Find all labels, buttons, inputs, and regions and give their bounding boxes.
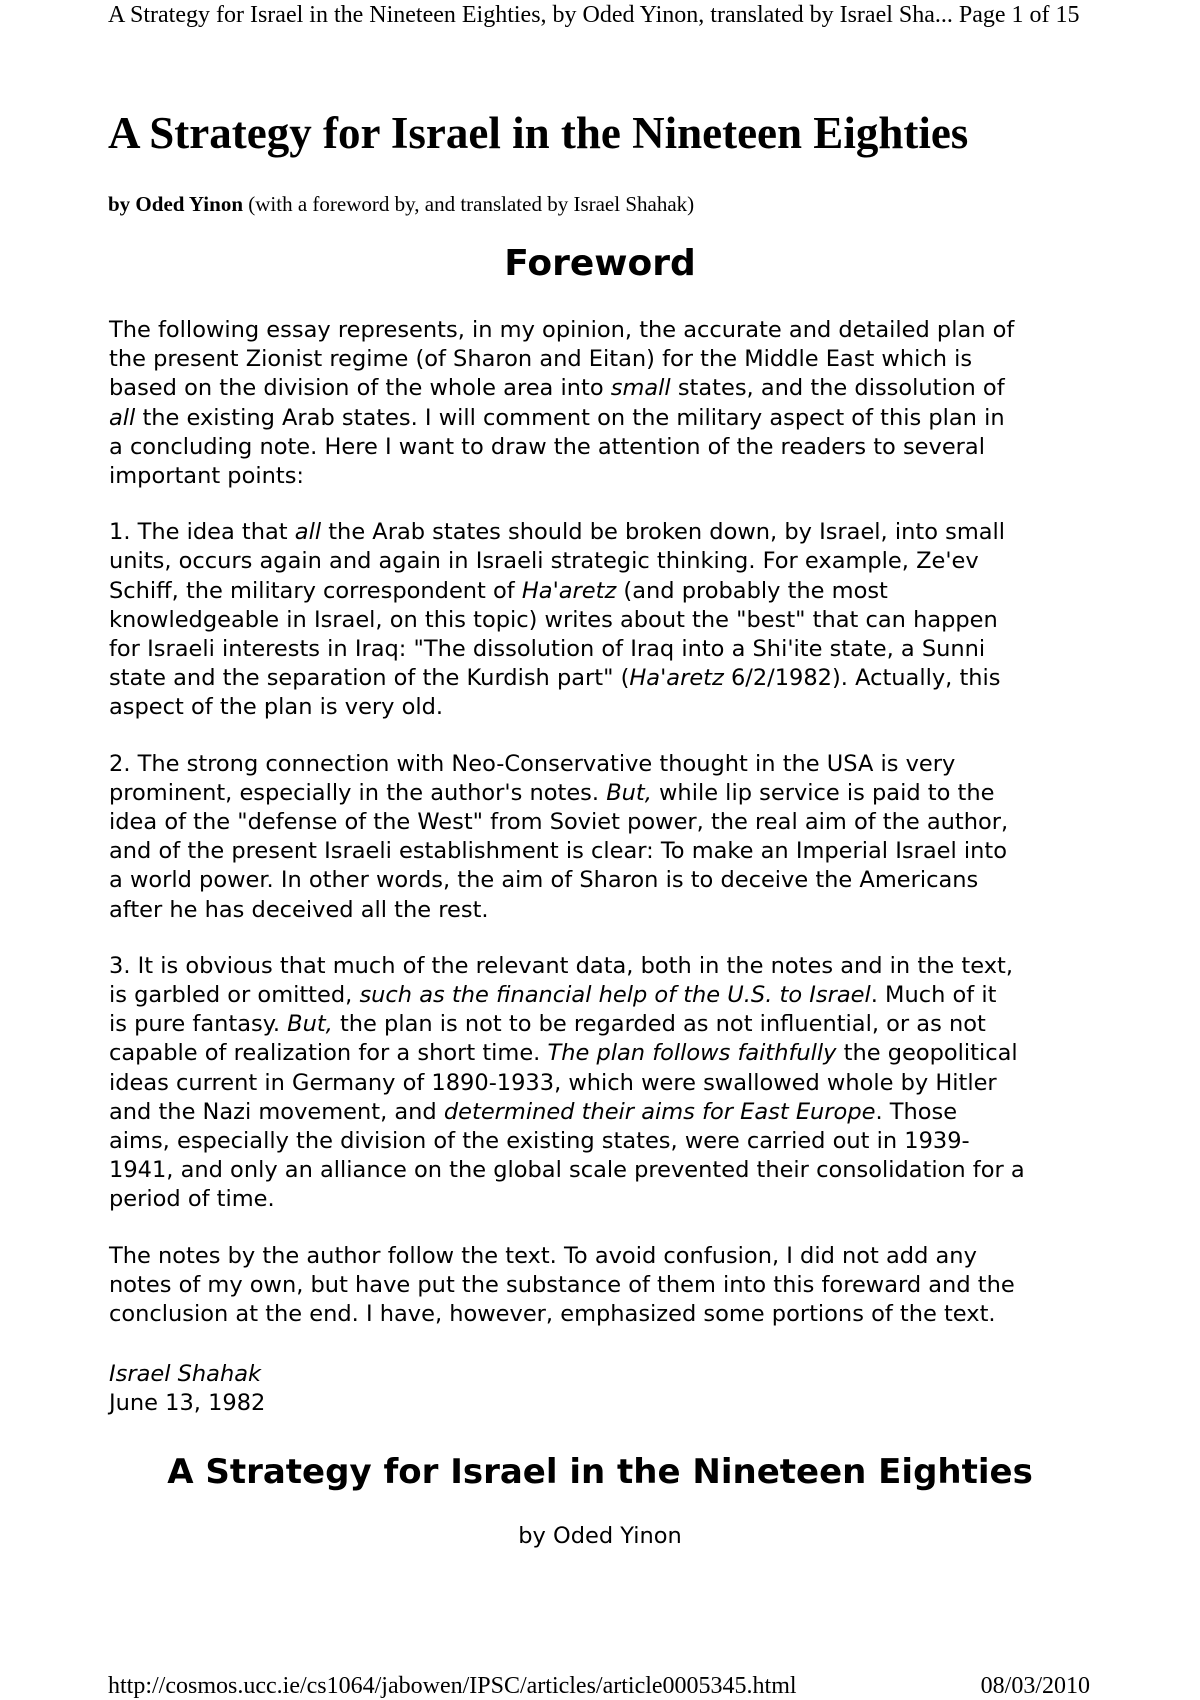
text-run: is pure fantasy. [109, 1011, 288, 1038]
text-run: 6/2/1982). Actually, this [723, 665, 1001, 692]
foreword-paragraph [109, 750, 1109, 925]
text-line [109, 952, 1109, 981]
text-run: aims, especially the division of the existing states, were carried out in 1939- [109, 1128, 970, 1155]
text-run: prominent, especially in the author's notes. [109, 779, 607, 806]
text-line [109, 1039, 1109, 1068]
text-line [109, 1098, 1109, 1127]
text-run: 1941, and only an alliance on the global scale prevented their consolidation for a [109, 1157, 1025, 1184]
text-line [109, 750, 1109, 779]
foreword-paragraph [109, 518, 1109, 722]
text-line [109, 1156, 1109, 1185]
byline [108, 190, 694, 218]
text-line [109, 518, 1109, 547]
text-run: capable of realization for a short time. [109, 1040, 548, 1067]
text-run: period of time. [109, 1186, 275, 1213]
italic-text: all [109, 404, 136, 431]
italic-text: small [610, 375, 671, 402]
article-byline: by Oded Yinon [518, 1523, 682, 1549]
text-run: conclusion at the end. I have, however, emphasized some portions of the text. [109, 1301, 996, 1328]
text-line [109, 606, 1109, 635]
text-run: ideas current in Germany of 1890-1933, which were swallowed whole by Hitler [109, 1069, 997, 1096]
text-line [109, 693, 1109, 722]
text-line [109, 866, 1109, 895]
text-line [109, 577, 1109, 606]
text-line [109, 404, 1109, 433]
footer-url: http://cosmos.ucc.ie/cs1064/jabowen/IPSC/articles/article0005345.html [108, 1673, 797, 1699]
text-run: units, occurs again and again in Israeli strategic thinking. For example, Ze'ev [109, 548, 979, 575]
italic-text: But, [606, 779, 652, 806]
text-run: state and the separation of the Kurdish part" ( [109, 665, 630, 692]
text-line [109, 547, 1109, 576]
text-run: and of the present Israeli establishment is clear: To make an Imperial Israel into [109, 838, 1007, 865]
italic-text: such as the financial help of the U.S. to Israel [359, 982, 871, 1009]
text-run: and the Nazi movement, and [109, 1098, 444, 1125]
italic-text: The plan follows faithfully [547, 1040, 837, 1067]
article-title: A Strategy for Israel in the Nineteen Eighties [167, 1452, 1033, 1492]
text-run: important points: [109, 463, 304, 490]
text-line [109, 1010, 1109, 1039]
text-run: based on the division of the whole area into [109, 375, 611, 402]
text-run: a world power. In other words, the aim of Sharon is to deceive the Americans [109, 867, 979, 894]
print-header: A Strategy for Israel in the Nineteen Eighties, by Oded Yinon, translated by Israel Sha... Page 1 of 15 [108, 2, 1080, 28]
text-run: Schiff, the military correspondent of [109, 577, 522, 604]
italic-text: Ha'aretz [629, 665, 724, 692]
text-line [109, 1271, 1109, 1300]
text-run: the present Zionist regime (of Sharon and Eitan) for the Middle East which is [109, 346, 973, 373]
text-run: states, and the dissolution of [670, 375, 1005, 402]
text-run: while lip service is paid to the [651, 779, 995, 806]
byline-author: by Oded Yinon [108, 192, 243, 216]
text-line [109, 1300, 1109, 1329]
text-run: knowledgeable in Israel, on this topic) writes about the "best" that can happen [109, 606, 998, 633]
text-run: 2. The strong connection with Neo-Conservative thought in the USA is very [109, 750, 956, 777]
text-run: 3. It is obvious that much of the relevant data, both in the notes and in the text, [109, 952, 1013, 979]
text-line [109, 1127, 1109, 1156]
text-run: a concluding note. Here I want to draw the attention of the readers to several [109, 433, 985, 460]
page-title: A Strategy for Israel in the Nineteen Eighties [108, 108, 969, 158]
text-run: the plan is not to be regarded as not influential, or as not [332, 1011, 986, 1038]
text-run: the Arab states should be broken down, by Israel, into small [321, 519, 1006, 546]
signature-date: June 13, 1982 [109, 1390, 266, 1417]
text-run: 1. The idea that [109, 519, 295, 546]
text-run: notes of my own, but have put the substance of them into this foreward and the [109, 1271, 1015, 1298]
text-line [109, 374, 1109, 403]
foreword-paragraph [109, 316, 1109, 491]
italic-text: determined their aims for East Europe [443, 1098, 876, 1125]
text-line [109, 433, 1109, 462]
italic-text: Ha'aretz [521, 577, 617, 604]
text-run: The following essay represents, in my opinion, the accurate and detailed plan of [109, 317, 1015, 343]
text-run: (and probably the most [616, 577, 888, 604]
text-run: for Israeli interests in Iraq: "The dissolution of Iraq into a Shi'ite state, a Sunni [109, 636, 986, 663]
text-run: aspect of the plan is very old. [109, 694, 444, 721]
text-line [109, 837, 1109, 866]
italic-text: all [294, 519, 322, 546]
text-run: after he has deceived all the rest. [109, 896, 489, 923]
text-run: . Those [875, 1098, 958, 1125]
signature-block [109, 1360, 265, 1418]
foreword-paragraph [109, 952, 1109, 1215]
byline-note: (with a foreword by, and translated by Israel Shahak) [243, 192, 695, 216]
text-line [109, 1242, 1109, 1271]
footer-date: 08/03/2010 [980, 1673, 1090, 1699]
text-line [109, 1069, 1109, 1098]
foreword-paragraph [109, 1242, 1109, 1330]
text-line [109, 779, 1109, 808]
text-line [109, 981, 1109, 1010]
text-line [109, 316, 1109, 345]
signature-name: Israel Shahak [109, 1361, 262, 1387]
text-line [109, 896, 1109, 925]
text-run: the existing Arab states. I will comment on the military aspect of this plan in [135, 404, 1005, 431]
text-line [109, 462, 1109, 491]
text-line [109, 664, 1109, 693]
text-run: idea of the "defense of the West" from Soviet power, the real aim of the author, [109, 809, 1009, 836]
text-line [109, 345, 1109, 374]
italic-text: But, [287, 1011, 333, 1038]
text-run: is garbled or omitted, [109, 982, 360, 1009]
foreword-body [109, 316, 1109, 1356]
text-run: the geopolitical [836, 1040, 1018, 1067]
text-run: The notes by the author follow the text. To avoid confusion, I did not add any [109, 1242, 977, 1269]
text-run: . Much of it [870, 982, 997, 1009]
text-line [109, 635, 1109, 664]
text-line [109, 1185, 1109, 1214]
text-line [109, 808, 1109, 837]
foreword-heading: Foreword [504, 243, 696, 284]
